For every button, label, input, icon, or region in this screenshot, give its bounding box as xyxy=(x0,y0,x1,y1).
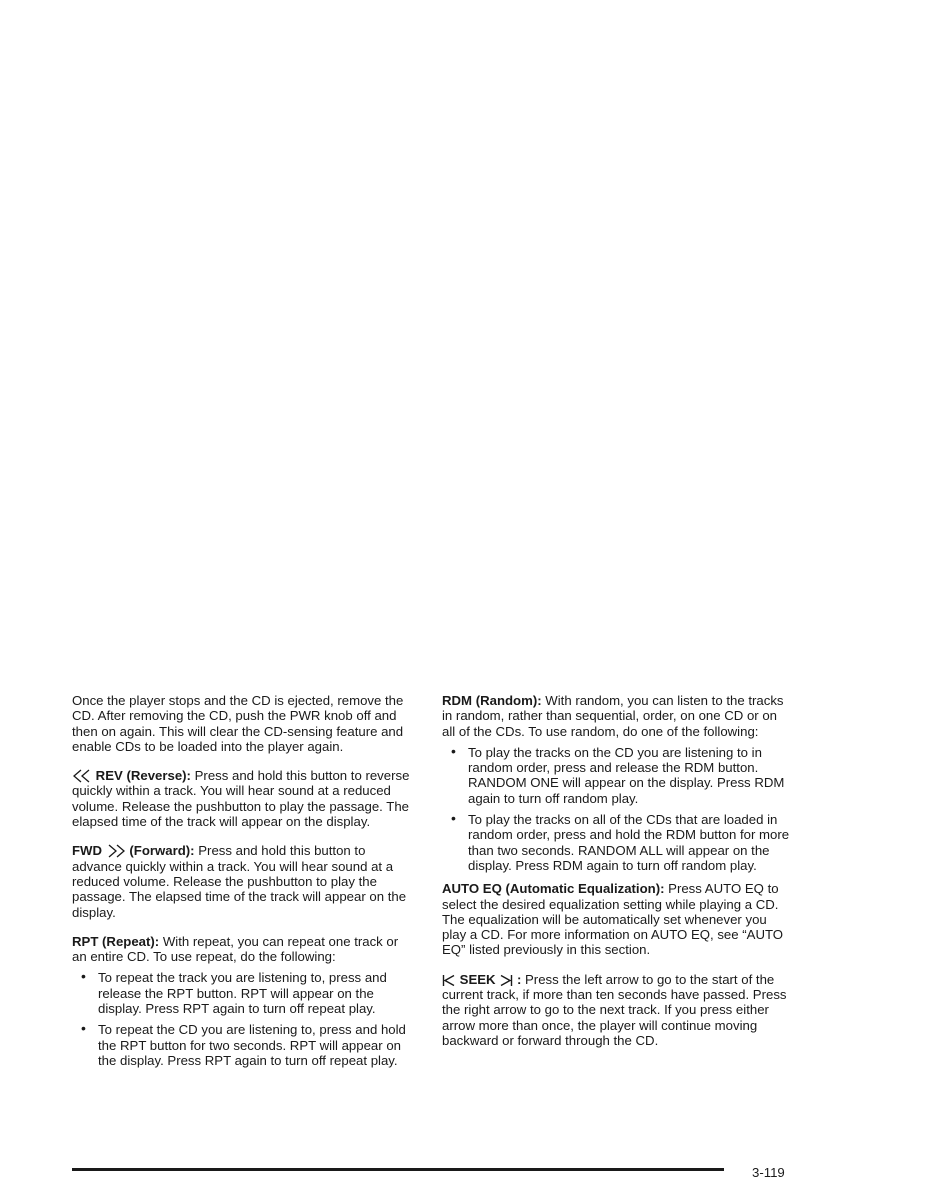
rdm-term: RDM (Random): xyxy=(442,693,542,708)
double-left-chevron-icon xyxy=(72,769,92,783)
rev-term: REV (Reverse): xyxy=(95,768,191,784)
page-number: 3-119 xyxy=(752,1165,785,1180)
seek-forward-icon xyxy=(499,974,513,987)
seek-colon: : xyxy=(516,971,522,987)
rpt-term: RPT (Repeat): xyxy=(72,933,160,949)
autoeq-paragraph xyxy=(442,881,792,957)
seek-term: SEEK xyxy=(459,971,496,987)
seek-paragraph xyxy=(442,972,792,1048)
list-item: • To play the tracks on the CD you are listening to in random order, press and release the RDM button. RANDOM ONE will appear on the display. Press RDM again to turn off random play. xyxy=(442,745,792,806)
seek-back-icon xyxy=(442,974,456,987)
intro-paragraph: Once the player stops and the CD is ejected, remove the CD. After removing the CD, push the PWR knob off and then on again. This will clear the CD-sensing feature and enable CDs to be loaded into the player again. xyxy=(72,693,404,754)
list-item: • To repeat the CD you are listening to, press and hold the RPT button for two seconds. RPT will appear on the display. Press RPT again to turn off repeat play. xyxy=(72,1022,416,1068)
fwd-text: Press and hold this button to advance quickly within a track. You will hear sound at a reduced volume. Release the pushbutton to play the passage. The elapsed time of the track will appear on the display. xyxy=(72,843,407,920)
rdm-bullet-list xyxy=(442,745,792,873)
fwd-term-forward: (Forward): xyxy=(129,843,195,859)
fwd-term: FWD xyxy=(72,843,103,859)
rpt-text: With repeat, you can repeat one track or an entire CD. To use repeat, do the following: xyxy=(72,933,399,965)
footer-rule xyxy=(72,1168,724,1171)
fwd-paragraph xyxy=(72,843,416,919)
rdm-text: With random, you can listen to the tracks in random, rather than sequential, order, on one CD or on all of the CDs. To use random, do one of the following: xyxy=(442,693,784,739)
autoeq-text: Press AUTO EQ to select the desired equalization setting while playing a CD. The equalization will be automatically set whenever you play a CD. For more information on AUTO EQ, see “AUTO EQ” listed previously in this section. xyxy=(442,881,784,958)
seek-text: Press the left arrow to go to the start of the current track, if more than ten seconds have passed. Press the right arrow to go to the next track. If you press either arrow more than once, the player will continue moving backward or forward through the CD. xyxy=(442,971,787,1048)
rev-paragraph xyxy=(72,768,416,829)
rdm-paragraph xyxy=(442,693,792,739)
double-right-chevron-icon xyxy=(106,844,126,858)
rpt-bullet-list xyxy=(72,970,416,1068)
right-column xyxy=(442,693,792,1062)
rpt-paragraph xyxy=(72,934,416,965)
list-item: • To repeat the track you are listening to, press and release the RPT button. RPT will appear on the display. Press RPT again to turn off repeat play. xyxy=(72,970,416,1016)
left-column xyxy=(72,693,416,1078)
autoeq-term: AUTO EQ (Automatic Equalization): xyxy=(442,881,665,897)
list-item: • To play the tracks on all of the CDs that are loaded in random order, press and hold the RDM button for more than two seconds. RANDOM ALL will appear on the display. Press RDM again to turn off random play. xyxy=(442,812,792,873)
rev-text: Press and hold this button to reverse quickly within a track. You will hear sound at a reduced volume. Release the pushbutton to play the passage. The elapsed time of the track will appear on the display. xyxy=(72,768,410,830)
